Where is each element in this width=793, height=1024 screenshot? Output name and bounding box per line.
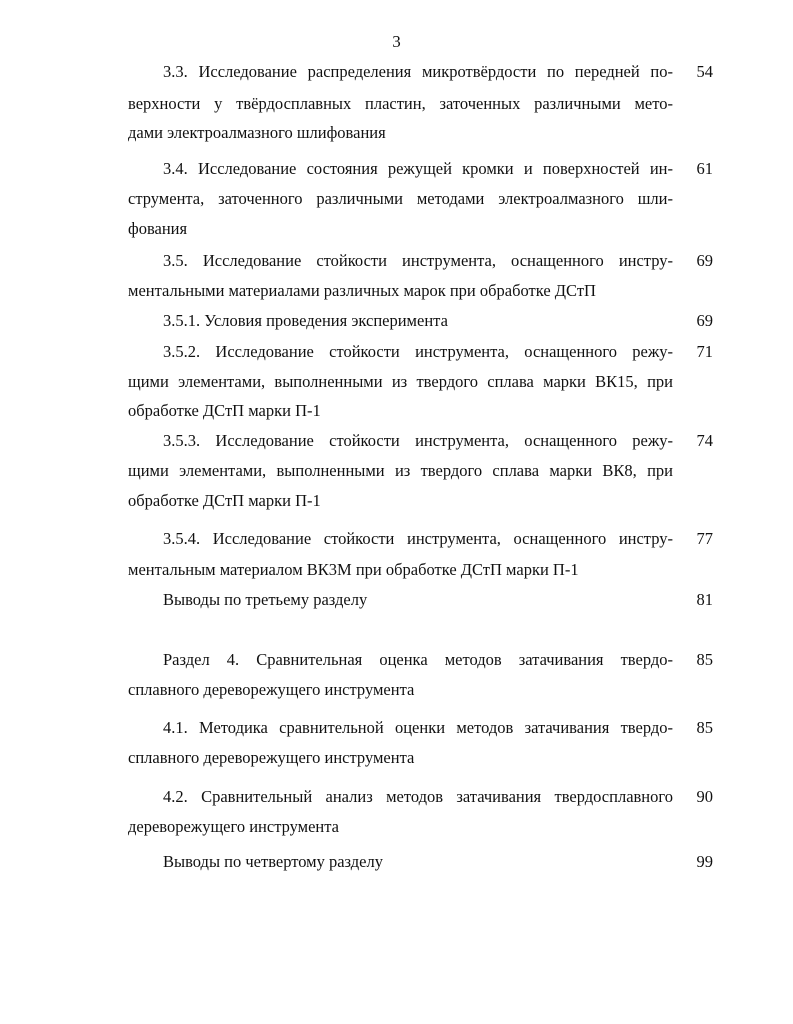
toc-page-number: 74 — [696, 431, 713, 450]
toc-line: ментальными материалами различных марок при обработке ДСтП — [128, 281, 596, 300]
toc-page-number: 90 — [696, 787, 713, 806]
toc-line: сплавного дереворежущего инструмента — [128, 680, 415, 699]
toc-line: 3.5.4. Исследование стойкости инструмента, оснащенного инстру- — [163, 529, 673, 548]
toc-page-number: 77 — [696, 529, 713, 548]
toc-page-number: 71 — [696, 342, 713, 361]
toc-line: 3.3. Исследование распределения микротвёрдости по передней по- — [163, 62, 673, 81]
toc-line: Выводы по третьему разделу — [163, 590, 368, 609]
toc-line: фования — [128, 219, 188, 238]
toc-line: дами электроалмазного шлифования — [128, 123, 386, 142]
page-number: 3 — [392, 32, 401, 51]
toc-page-number: 69 — [696, 311, 713, 330]
toc-line: щими элементами, выполненными из твердого сплава марки ВК15, при — [128, 372, 673, 391]
toc-line: сплавного дереворежущего инструмента — [128, 748, 415, 767]
toc-line: струмента, заточенного различными методами электроалмазного шли- — [128, 189, 673, 208]
toc-line: 3.5. Исследование стойкости инструмента, оснащенного инстру- — [163, 251, 673, 270]
toc-line: 3.5.1. Условия проведения эксперимента — [163, 311, 448, 330]
toc-page-number: 85 — [696, 718, 713, 737]
toc-line: 4.2. Сравнительный анализ методов затачивания твердосплавного — [163, 787, 673, 806]
toc-page-number: 61 — [696, 159, 713, 178]
toc-line: щими элементами, выполненными из твердого сплава марки ВК8, при — [128, 461, 673, 480]
toc-line: Выводы по четвертому разделу — [163, 852, 383, 871]
toc-line: дереворежущего инструмента — [128, 817, 339, 836]
toc-line: ментальным материалом ВК3М при обработке ДСтП марки П-1 — [128, 560, 579, 579]
toc-line: Раздел 4. Сравнительная оценка методов затачивания твердо- — [163, 650, 673, 669]
toc-line: 3.4. Исследование состояния режущей кромки и поверхностей ин- — [163, 159, 673, 178]
toc-line: верхности у твёрдосплавных пластин, заточенных различными мето- — [128, 94, 673, 113]
toc-page-number: 85 — [696, 650, 713, 669]
toc-page-number: 54 — [696, 62, 713, 81]
toc-page-number: 81 — [696, 590, 713, 609]
toc-line: 3.5.2. Исследование стойкости инструмента, оснащенного режу- — [163, 342, 673, 361]
toc-page-number: 99 — [696, 852, 713, 871]
toc-line: 4.1. Методика сравнительной оценки методов затачивания твердо- — [163, 718, 673, 737]
toc-line: обработке ДСтП марки П-1 — [128, 401, 321, 420]
toc-page-number: 69 — [696, 251, 713, 270]
toc-line: обработке ДСтП марки П-1 — [128, 491, 321, 510]
toc-line: 3.5.3. Исследование стойкости инструмента, оснащенного режу- — [163, 431, 673, 450]
